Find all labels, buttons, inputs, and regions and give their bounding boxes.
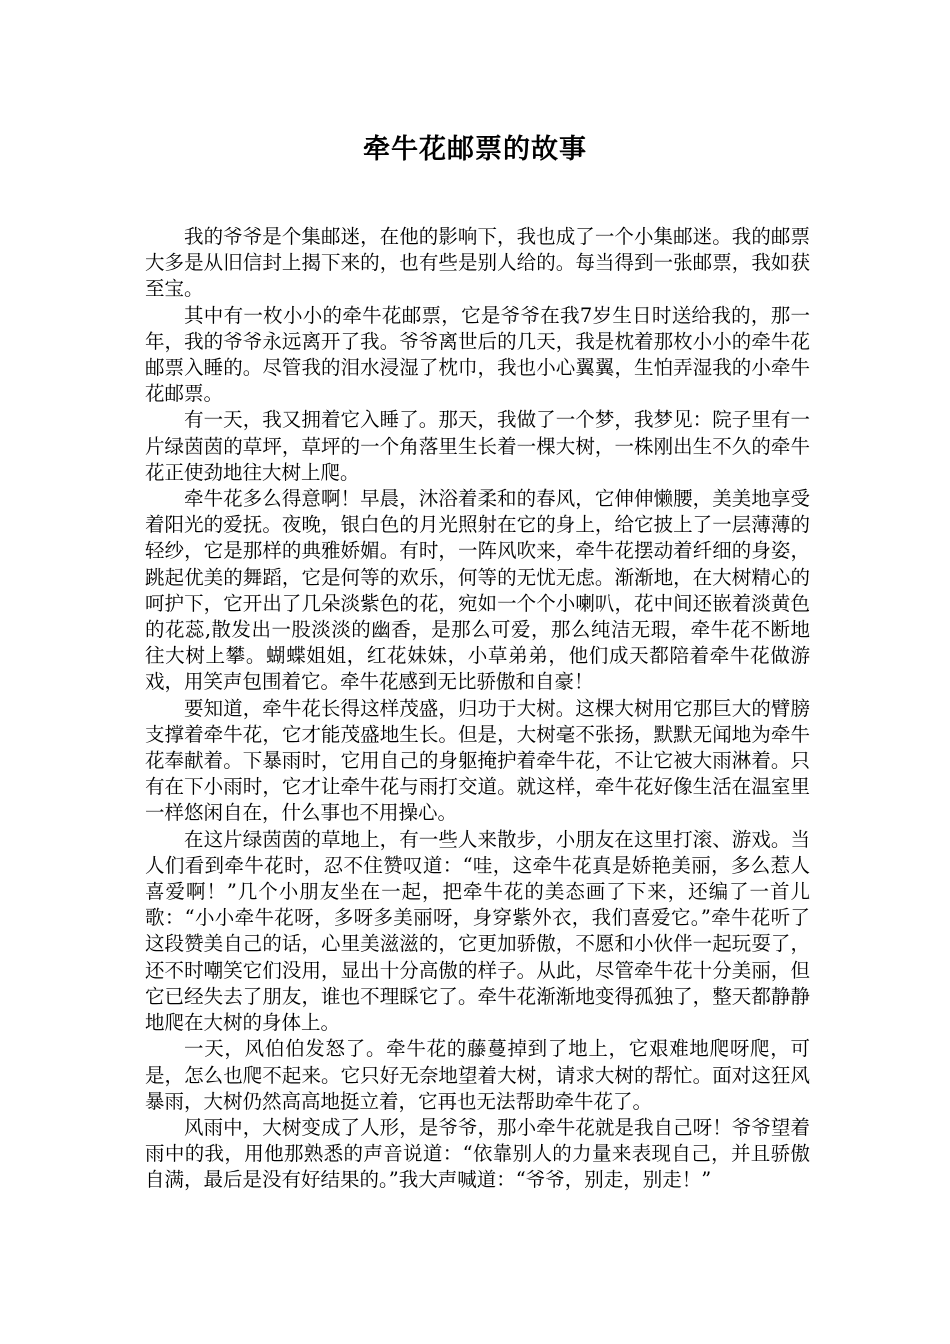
paragraph-4: 牵牛花多么得意啊！早晨，沐浴着柔和的春风，它伸伸懒腰，美美地享受着阳光的爱抚。夜晚，银白色的月光照射在它的身上，给它披上了一层薄薄的轻纱，它是那样的典雅娇媚。有时，一阵风吹来，牵牛花摆动着纤细的身姿，跳起优美的舞蹈，它是何等的欢乐，何等的无忧无虑。渐渐地，在大树精心的呵护下，它开出了几朵淡紫色的花，宛如一个个小喇叭，花中间还嵌着淡黄色的花蕊,散发出一股淡淡的幽香，是那么可爱，那么纯洁无瑕，牵牛花不断地往大树上攀。蝴蝶姐姐，红花妹妹，小草弟弟，他们成天都陪着牵牛花做游戏，用笑声包围着它。牵牛花感到无比骄傲和自豪！ [145, 487, 810, 694]
paragraph-2: 其中有一枚小小的牵牛花邮票，它是爷爷在我7岁生日时送给我的，那一年，我的爷爷永远离开了我。爷爷离世后的几天，我是枕着那枚小小的牵牛花邮票入睡的。尽管我的泪水浸湿了枕巾，我也小心翼翼，生怕弄湿我的小牵牛花邮票。 [145, 303, 810, 406]
paragraph-8: 风雨中，大树变成了人形，是爷爷，那小牵牛花就是我自己呀！爷爷望着雨中的我，用他那熟悉的声音说道：“依靠别人的力量来表现自己，并且骄傲自满，最后是没有好结果的。”我大声喊道：“爷爷，别走，别走！” [145, 1115, 810, 1192]
document-title: 牵牛花邮票的故事 [363, 134, 587, 165]
paragraph-3: 有一天，我又拥着它入睡了。那天，我做了一个梦，我梦见：院子里有一片绿茵茵的草坪，草坪的一个角落里生长着一棵大树，一株刚出生不久的牵牛花正使劲地往大树上爬。 [145, 408, 810, 484]
paragraph-5: 要知道，牵牛花长得这样茂盛，归功于大树。这棵大树用它那巨大的臂膀支撑着牵牛花，它才能茂盛地生长。但是，大树毫不张扬，默默无闻地为牵牛花奉献着。下暴雨时，它用自己的身躯掩护着牵牛花，不让它被大雨淋着。只有在下小雨时，它才让牵牛花与雨打交道。就这样，牵牛花好像生活在温室里一样悠闲自在，什么事也不用操心。 [145, 696, 810, 825]
document-body [145, 224, 810, 1194]
paragraph-6: 在这片绿茵茵的草地上，有一些人来散步，小朋友在这里打滚、游戏。当人们看到牵牛花时，忍不住赞叹道：“哇，这牵牛花真是娇艳美丽，多么惹人喜爱啊！”几个小朋友坐在一起，把牵牛花的美态画了下来，还编了一首儿歌：“小小牵牛花呀，多呀多美丽呀，身穿紫外衣，我们喜爱它。”牵牛花听了这段赞美自己的话，心里美滋滋的，它更加骄傲，不愿和小伙伴一起玩耍了，还不时嘲笑它们没用，显出十分高傲的样子。从此，尽管牵牛花十分美丽，但它已经失去了朋友，谁也不理睬它了。牵牛花渐渐地变得孤独了，整天都静静地爬在大树的身体上。 [145, 827, 810, 1035]
paragraph-7: 一天，风伯伯发怒了。牵牛花的藤蔓掉到了地上，它艰难地爬呀爬，可是，怎么也爬不起来。它只好无奈地望着大树，请求大树的帮忙。面对这狂风暴雨，大树仍然高高地挺立着，它再也无法帮助牵牛花了。 [145, 1037, 810, 1113]
paragraph-1: 我的爷爷是个集邮迷，在他的影响下，我也成了一个小集邮迷。我的邮票大多是从旧信封上揭下来的，也有些是别人给的。每当得到一张邮票，我如获至宝。 [145, 225, 810, 301]
